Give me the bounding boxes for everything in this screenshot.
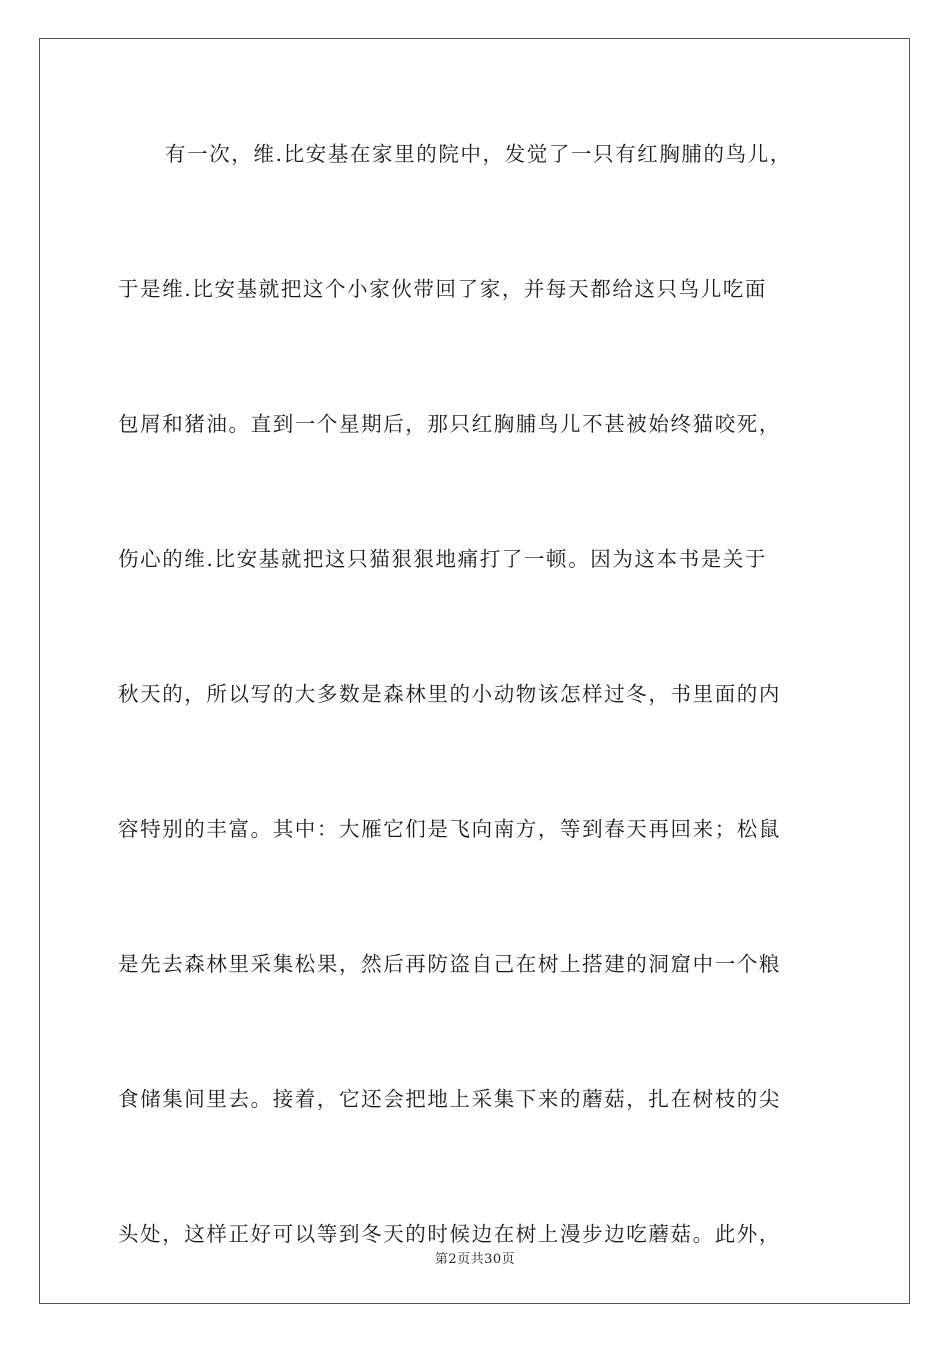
page-number: 第2页	[434, 1252, 471, 1267]
paragraph-line: 伤心的维.比安基就把这只猫狠狠地痛打了一顿。因为这本书是关于	[118, 547, 768, 571]
body-text	[118, 130, 838, 1345]
paragraph-line: 头处，这样正好可以等到冬天的时候边在树上漫步边吃蘑菇。此外，	[118, 1222, 781, 1246]
page-footer	[0, 1248, 950, 1267]
paragraph-line: 是先去森林里采集松果，然后再防盗自己在树上搭建的洞窟中一个粮	[118, 952, 781, 976]
page-total: 共30页	[470, 1252, 516, 1267]
paragraph-line: 于是维.比安基就把这个小家伙带回了家，并每天都给这只鸟儿吃面	[118, 277, 768, 301]
paragraph-line: 有一次，维.比安基在家里的院中，发觉了一只有红胸脯的鸟儿，	[165, 142, 792, 166]
paragraph-line: 包屑和猪油。直到一个星期后，那只红胸脯鸟儿不甚被始终猫咬死，	[118, 412, 781, 436]
paragraph-line: 食储集间里去。接着，它还会把地上采集下来的蘑菇，扎在树枝的尖	[118, 1087, 781, 1111]
paragraph-line: 容特别的丰富。其中：大雁它们是飞向南方，等到春天再回来；松鼠	[118, 817, 781, 841]
paragraph-line: 秋天的，所以写的大多数是森林里的小动物该怎样过冬，书里面的内	[118, 682, 781, 706]
